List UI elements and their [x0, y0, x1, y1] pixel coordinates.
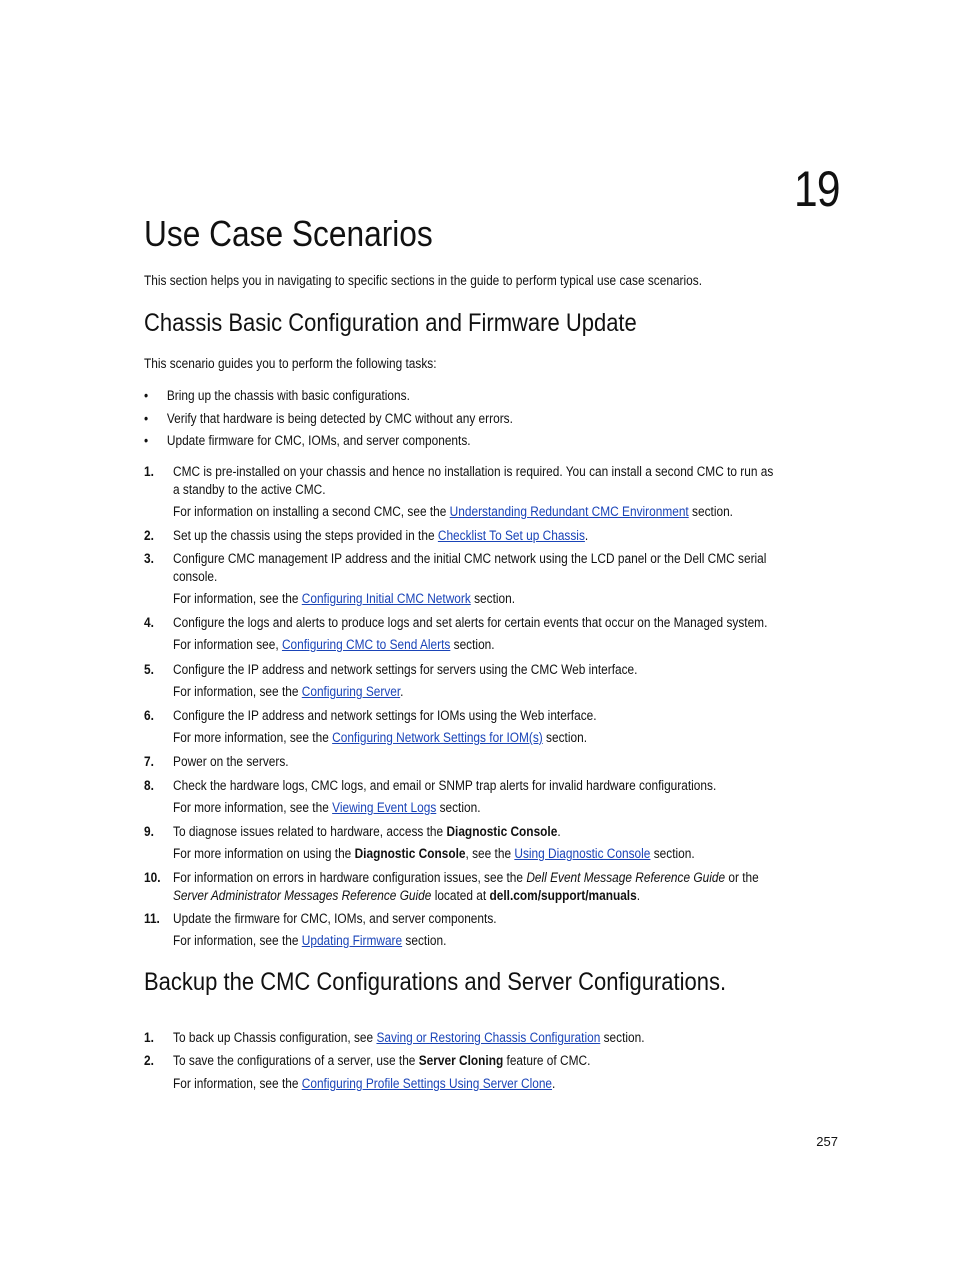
step-text-part: . — [557, 824, 561, 839]
link-checklist-setup-chassis[interactable]: Checklist To Set up Chassis — [437, 528, 585, 543]
page-number: 257 — [816, 1134, 838, 1149]
info-text: For information, see the — [173, 933, 302, 948]
step-text-part: . — [584, 528, 589, 543]
bullet-item — [144, 411, 513, 426]
info-text: section. — [470, 591, 516, 606]
step-11-info — [173, 933, 446, 948]
bullet-item — [144, 433, 471, 448]
step-text — [173, 1053, 590, 1068]
info-text: , see the — [465, 846, 515, 861]
guide-title: Dell Event Message Reference Guide — [526, 870, 726, 885]
step-text: CMC is pre-installed on your chassis and hence no installation is required. You can install a second CMC to run as — [173, 464, 774, 479]
step-text-part: or the — [725, 870, 759, 885]
backup-step-2-info — [173, 1076, 555, 1091]
step-text: Update the firmware for CMC, IOMs, and server components. — [173, 911, 497, 926]
step-1-continuation: a standby to the active CMC. — [173, 482, 326, 497]
info-text: . — [552, 1076, 556, 1091]
step-text: Configure the logs and alerts to produce logs and set alerts for certain events that occur on the Managed system. — [173, 615, 768, 630]
step-8-info — [173, 800, 481, 815]
step-9-info — [173, 846, 695, 861]
step-text — [173, 1030, 645, 1045]
intro-paragraph: This section helps you in navigating to specific sections in the guide to perform typical use case scenarios. — [144, 273, 703, 288]
step-5-info — [173, 684, 403, 699]
step-6-info — [173, 730, 587, 745]
info-text: section. — [402, 933, 447, 948]
step-text: Check the hardware logs, CMC logs, and email or SNMP trap alerts for invalid hardware configurations. — [173, 778, 717, 793]
step-number: 1. — [144, 1030, 154, 1045]
step-text: Power on the servers. — [173, 754, 289, 769]
info-text: section. — [436, 800, 481, 815]
step-text-part: To save the configurations of a server, use the — [173, 1053, 419, 1068]
ui-term: Diagnostic Console — [446, 824, 558, 839]
chapter-number: 19 — [794, 161, 840, 217]
bullet-symbol: • — [144, 411, 149, 426]
info-text: For information see, — [173, 637, 282, 652]
section-lead: This scenario guides you to perform the following tasks: — [144, 356, 437, 371]
step-text-part: For information on errors in hardware configuration issues, see the — [173, 870, 527, 885]
info-text: section. — [450, 637, 495, 652]
info-text: For information, see the — [173, 684, 302, 699]
link-configuring-server[interactable]: Configuring Server — [301, 684, 401, 699]
bullet-text: Verify that hardware is being detected by CMC without any errors. — [166, 411, 513, 426]
step-text-part: located at — [431, 888, 490, 903]
step-number: 7. — [144, 754, 154, 769]
step-text — [173, 528, 588, 543]
link-configuring-network-settings-iom[interactable]: Configuring Network Settings for IOM(s) — [332, 730, 543, 745]
step-text-part: feature of CMC. — [503, 1053, 591, 1068]
ui-term: Server Cloning — [418, 1053, 504, 1068]
step-3-info — [173, 591, 515, 606]
step-text: Configure the IP address and network settings for IOMs using the Web interface. — [173, 708, 597, 723]
link-configuring-profile-settings-server-clone[interactable]: Configuring Profile Settings Using Server Clone — [301, 1076, 553, 1091]
step-number: 2. — [144, 528, 154, 543]
bullet-item — [144, 388, 410, 403]
info-text: section. — [650, 846, 695, 861]
link-configuring-initial-cmc-network[interactable]: Configuring Initial CMC Network — [301, 591, 471, 606]
link-viewing-event-logs[interactable]: Viewing Event Logs — [332, 800, 437, 815]
bullet-symbol: • — [144, 433, 149, 448]
step-text-part: . — [636, 888, 641, 903]
guide-title: Server Administrator Messages Reference Guide — [173, 888, 432, 903]
info-text: For information on installing a second CMC, see the — [173, 504, 450, 519]
step-number: 8. — [144, 778, 154, 793]
chapter-title: Use Case Scenarios — [144, 213, 433, 254]
info-text: . — [400, 684, 404, 699]
step-text-part: To diagnose issues related to hardware, access the — [173, 824, 447, 839]
info-text: For information, see the — [173, 591, 302, 606]
step-number: 4. — [144, 615, 154, 630]
bullet-text: Bring up the chassis with basic configurations. — [166, 388, 410, 403]
step-text — [173, 870, 759, 885]
section-heading-backup: Backup the CMC Configurations and Server Configurations. — [144, 968, 727, 996]
link-using-diagnostic-console[interactable]: Using Diagnostic Console — [514, 846, 651, 861]
step-text-part: section. — [600, 1030, 645, 1045]
step-3-continuation: console. — [173, 569, 218, 584]
step-text-part: Set up the chassis using the steps provided in the — [173, 528, 438, 543]
support-url: dell.com/support/manuals — [489, 888, 637, 903]
link-saving-restoring-chassis-config[interactable]: Saving or Restoring Chassis Configuration — [376, 1030, 601, 1045]
info-text: For more information on using the — [173, 846, 355, 861]
section-heading-chassis-config: Chassis Basic Configuration and Firmware Update — [144, 309, 637, 337]
link-understanding-redundant-cmc[interactable]: Understanding Redundant CMC Environment — [449, 504, 689, 519]
info-text: For more information, see the — [173, 800, 333, 815]
step-text: Configure CMC management IP address and the initial CMC network using the LCD panel or the Dell CMC serial — [173, 551, 767, 566]
info-text: section. — [688, 504, 733, 519]
bullet-symbol: • — [144, 388, 149, 403]
info-text: For more information, see the — [173, 730, 333, 745]
step-number: 5. — [144, 662, 154, 677]
step-text: Configure the IP address and network settings for servers using the CMC Web interface. — [173, 662, 638, 677]
step-number: 1. — [144, 464, 154, 479]
info-text: For information, see the — [173, 1076, 302, 1091]
step-1-info — [173, 504, 733, 519]
step-10-continuation — [173, 888, 640, 903]
bullet-text: Update firmware for CMC, IOMs, and server components. — [166, 433, 471, 448]
info-text: section. — [542, 730, 587, 745]
step-number: 11. — [144, 911, 160, 926]
step-text — [173, 824, 561, 839]
link-configuring-cmc-send-alerts[interactable]: Configuring CMC to Send Alerts — [281, 637, 451, 652]
step-4-info — [173, 637, 495, 652]
step-number: 9. — [144, 824, 154, 839]
link-updating-firmware[interactable]: Updating Firmware — [301, 933, 403, 948]
ui-term: Diagnostic Console — [354, 846, 466, 861]
step-text-part: To back up Chassis configuration, see — [173, 1030, 377, 1045]
step-number: 3. — [144, 551, 154, 566]
step-number: 2. — [144, 1053, 154, 1068]
step-number: 10. — [144, 870, 161, 885]
step-number: 6. — [144, 708, 154, 723]
